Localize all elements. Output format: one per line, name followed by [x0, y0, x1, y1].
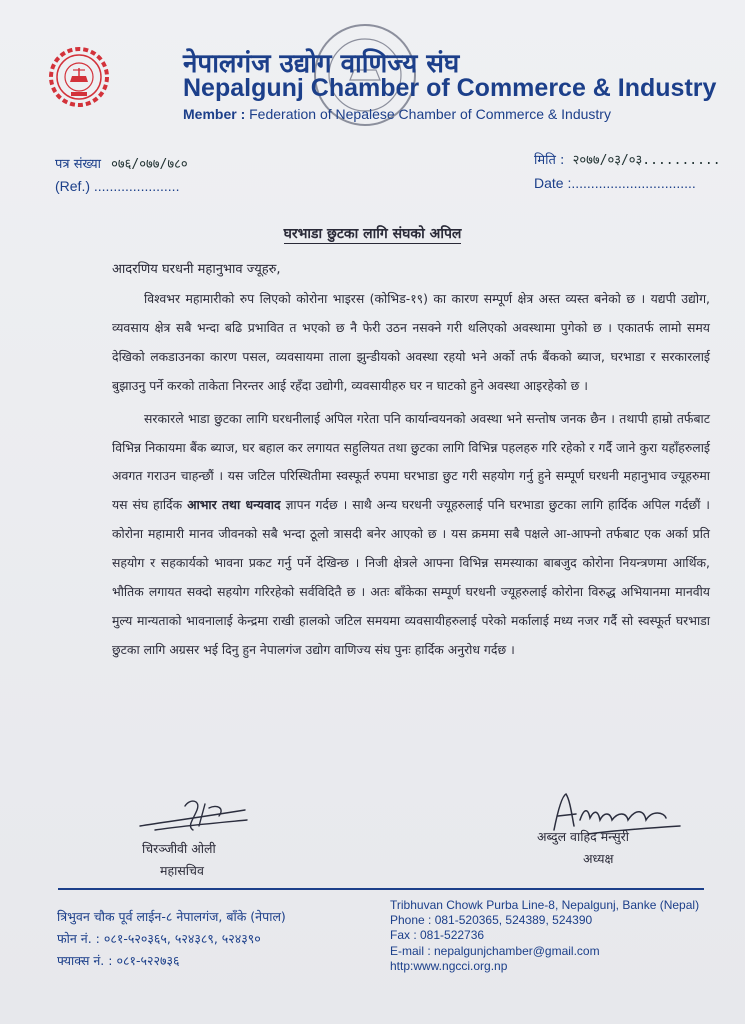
president-name: अब्दुल वाहिद मन्सुरी	[537, 829, 630, 844]
date-label-np: मिति :	[534, 153, 565, 168]
ref-number-nepali	[55, 154, 188, 172]
footer-website[interactable]: http:www.ngcci.org.np	[390, 958, 508, 973]
subject-heading	[0, 224, 745, 243]
salutation: आदरणिय घरधनी महानुभाव ज्यूहरु,	[112, 262, 281, 277]
ref-label-en: (Ref.) ......................	[55, 178, 180, 194]
handwritten-signature-icon	[135, 796, 255, 838]
footer-nepali	[57, 906, 286, 972]
paragraph-2-start: सरकारले भाडा छुटका लागि घरधनीलाई अपिल गरेता पनि कार्यान्वयनको अवस्था भने सन्तोष जनक छैन । तथापी हाम्रो तर्फबाट विभिन्न निकायमा बैंक ब्याज, घर बहाल कर लगायत सहुलियत तथा छुटका लागि विभिन्न पहलहरु गरि रहेको र गर्दै जाने कुरा यहाँहरुलाई अवगत गराउन चाहन्छौं । यस जटिल परिस्थितीमा स्वस्फूर्त रुपमा घरभाडा छुट गरी सहयोग गर्नु हुने सम्पूर्ण घरधनी महानुभाव ज्यूहरुमा यस संघ हार्दिक	[112, 410, 710, 513]
paragraph-1: विश्वभर महामारीको रुप लिएको कोरोना भाइरस (कोभिड-१९) का कारण सम्पूर्ण क्षेत्र अस्त व्यस्त बनेको छ । यद्यपी उद्योग, व्यवसाय क्षेत्र सबै भन्दा बढि प्रभावित त भएको छ नै फेरी उठन नसक्ने गरी थलिएको अवस्थामा पुगेको छ । एकातर्फ लामो समय देखिको लकडाउनका कारण पसल, व्यवसायमा ताला झुन्डीयको अवस्था रहयो भने अर्को तर्फ बैंकको ब्याज, घरभाडा र सरकारलाई बुझाउनु पर्ने करको ताकेता निरन्तर आई रहँदा उद्योगी, व्यवसायीहरु घर न घाटको हुने अवस्था आइरहेको छ ।	[112, 291, 710, 393]
footer-phone-en: Phone : 081-520365, 524389, 524390	[390, 913, 593, 928]
secretary-title: महासचिव	[160, 863, 204, 878]
letter-body	[112, 285, 710, 665]
date-label-en: Date :................................	[534, 175, 696, 191]
member-label: Member :	[183, 106, 246, 122]
org-name-english: Nepalgunj Chamber of Commerce & Industry	[183, 74, 717, 102]
date-nepali	[534, 150, 721, 168]
membership-line	[183, 106, 611, 122]
footer-english	[390, 898, 699, 974]
footer-email[interactable]: E-mail : nepalgunjchamber@gmail.com	[390, 943, 600, 958]
paragraph-2-emphasis: आभार तथा धन्यवाद	[187, 497, 281, 513]
chamber-emblem-icon	[48, 46, 110, 108]
paragraph-2-end: ज्ञापन गर्दछ । साथै अन्य घरधनी ज्यूहरुलाई पनि घरभाडा छुटका लागि हार्दिक अपिल गर्दछौं । कोरोना महामारी मानव जीवनको सबै भन्दा ठूलो त्रासदी बनेर आएको छ । यस क्रममा सबै पक्षले आ-आफ्नो तर्फबाट एक अर्का प्रति सहयोग र सहकार्यको भावना प्रकट गर्नु पर्ने देखिन्छ । निजी क्षेत्रले आफ्ना विभिन्न समस्याका बाबजुद कोरोना नियन्त्रणमा आर्थिक, भौतिक लगायत सक्दो सहयोग गरिरहेको सर्वविदितै छ । अतः बाँकेका सम्पूर्ण घरधनी ज्यूहरुलाई कोरोना विरुद्ध अभियानमा मानवीय मुल्य मान्यताको भावनालाई केन्द्रमा राखी हालको जटिल समयमा व्यवसायीहरुलाई परेको मर्कालाई मध्य नजर गर्दै सो स्वस्फूर्त घरभाडा छुटका लागि अग्रसर भई दिनु हुन नेपालगंज उद्योग वाणिज्य संघ पुनः हार्दिक अनुरोध गर्दछ ।	[112, 497, 711, 657]
footer-phone-np: फोन नं. : ०८१-५२०३६५, ५२४३८९, ५२४३९०	[57, 931, 261, 946]
secretary-name: चिरञ्जीवी ओली	[142, 841, 216, 856]
footer-fax-en: Fax : 081-522736	[390, 928, 485, 943]
org-name-nepali: नेपालगंज उद्योग वाणिज्य संघ	[183, 49, 460, 79]
footer-fax-np: फ्याक्स नं. : ०८१-५२२७३६	[57, 953, 180, 968]
footer-address-en: Tribhuvan Chowk Purba Line-8, Nepalgunj, Banke (Nepal)	[390, 898, 700, 912]
paragraph-2	[112, 405, 710, 665]
footer-divider	[58, 888, 704, 890]
footer-address-np: त्रिभुवन चौक पूर्व लाईन-८ नेपालगंज, बाँके (नेपाल)	[57, 909, 286, 924]
ref-label-np: पत्र संख्या	[55, 157, 101, 172]
member-text: Federation of Nepalese Chamber of Commerce & Industry	[245, 106, 611, 122]
president-title: अध्यक्ष	[583, 851, 614, 866]
ref-value: ०७६/०७७/७८०	[111, 157, 188, 172]
date-value: २०७७/०३/०३..........	[572, 153, 721, 168]
subject-text: घरभाडा छुटका लागि संघको अपिल	[283, 226, 462, 242]
